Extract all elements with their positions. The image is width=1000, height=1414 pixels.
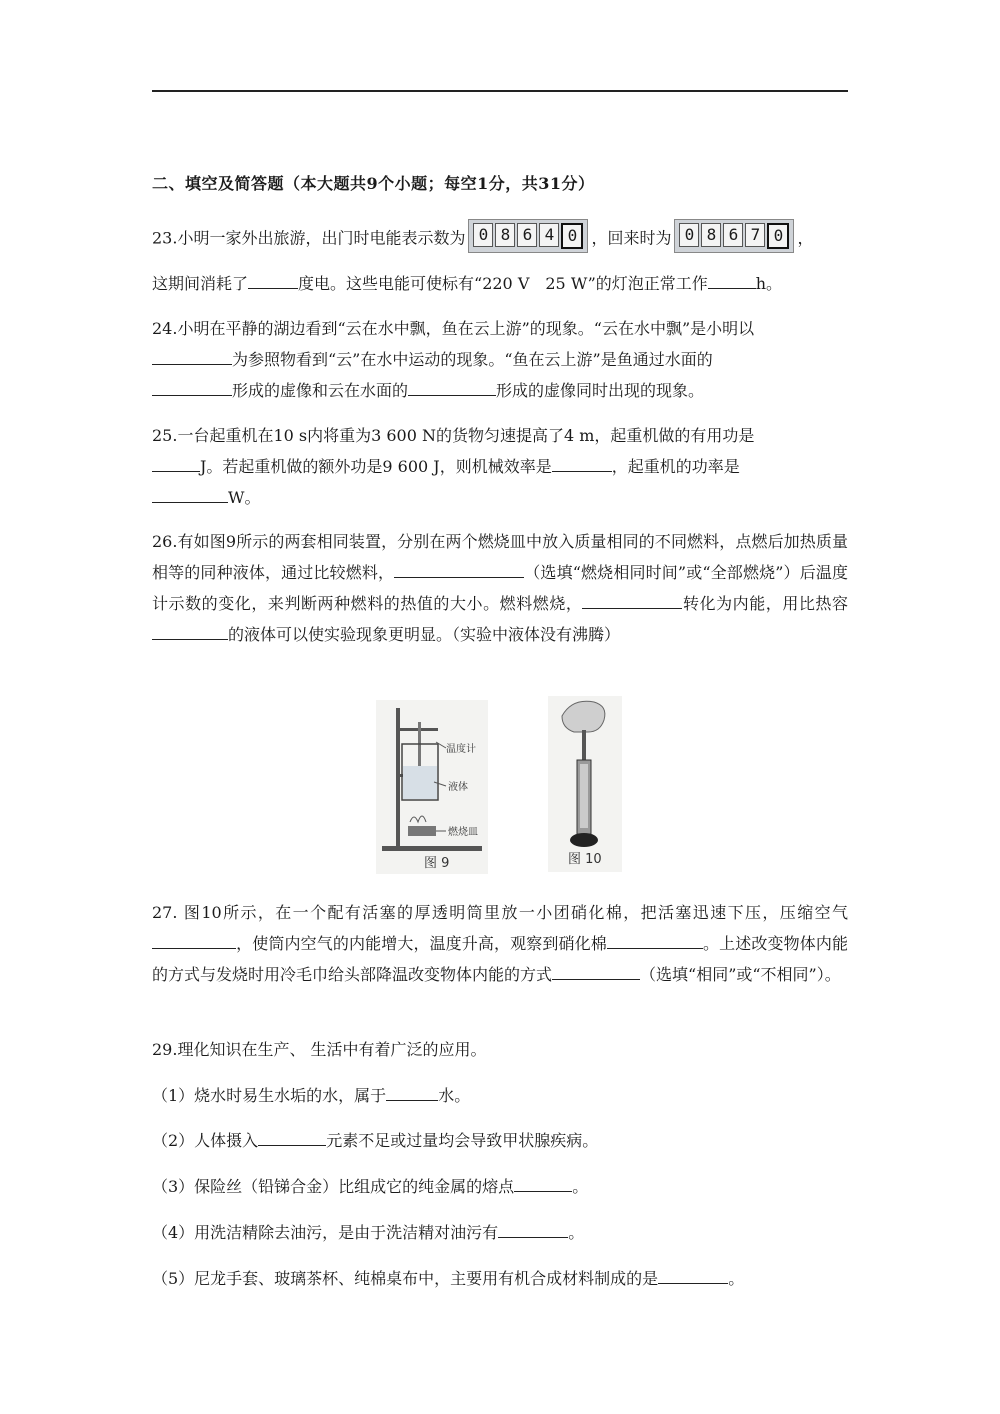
meter-end-digit: 0 [767,223,789,249]
meter-start-digit: 4 [539,223,559,247]
meter-end-digit: 6 [723,223,743,247]
answer-blank[interactable] [152,930,236,949]
answer-blank[interactable] [514,1173,572,1192]
q29-item2-a: （2）人体摄入 [152,1131,259,1150]
q27-text-b: ，使筒内空气的内能增大，温度升高，观察到硝化棉 [236,934,607,953]
answer-blank[interactable] [152,621,228,640]
answer-blank[interactable] [582,590,682,609]
q29-item1-a: （1）烧水时易生水垢的水，属于 [152,1086,387,1105]
q25-text-b: J。若起重机做的额外功是9 600 J，则机械效率是 [200,457,552,476]
question-25 [152,420,848,513]
q23-text-e: 度电。这些电能可使标有“220 V 25 W”的灯泡正常工作 [298,274,708,293]
question-29-item-1 [152,1080,848,1111]
q24-text-c: 形成的虚像和云在水面的 [232,381,409,400]
q29-item3-a: （3）保险丝（铅锑合金）比组成它的纯金属的熔点 [152,1177,515,1196]
answer-blank[interactable] [258,1127,326,1146]
question-29-item-4 [152,1217,848,1248]
question-26 [152,526,848,650]
meter-end-digit: 0 [679,223,699,247]
meter-start-digit: 8 [495,223,515,247]
answer-blank[interactable] [607,930,703,949]
q29-item3-b: 。 [572,1177,589,1196]
question-29-intro: 29.理化知识在生产、 生活中有着广泛的应用。 [152,1040,487,1059]
q29-item5-b: 。 [728,1269,745,1288]
meter-end-reading [674,219,794,253]
meter-start-digit: 6 [517,223,537,247]
q29-item1-b: 水。 [438,1086,471,1105]
q29-item4-a: （4）用洗洁精除去油污，是由于洗洁精对油污有 [152,1223,499,1242]
question-29-item-3 [152,1171,848,1202]
answer-blank[interactable] [658,1265,728,1284]
q24-text-b: 为参照物看到“云”在水中运动的现象。“鱼在云上游”是鱼通过水面的 [232,350,713,369]
q26-text-d: 的液体可以使实验现象更明显。（实验中液体没有沸腾） [228,625,621,644]
q24-text-d: 形成的虚像同时出现的现象。 [496,381,705,400]
header-rule [152,90,848,92]
q25-text-d: W。 [228,488,261,507]
question-29-item-2 [152,1125,848,1156]
question-23 [152,222,848,256]
q27-text-c: 。上述改变物体内能的方式与发烧时用冷毛巾给头部降温改变物体内能的方式 [152,934,848,984]
question-27 [152,897,848,990]
answer-blank[interactable] [552,453,612,472]
q29-item5-a: （5）尼龙手套、玻璃茶杯、纯棉桌布中，主要用有机合成材料制成的是 [152,1269,659,1288]
answer-blank[interactable] [552,961,640,980]
section-title: 二、填空及简答题（本大题共9个小题；每空1分，共31分） [152,174,595,193]
answer-blank[interactable] [498,1219,568,1238]
q26-text-a: 26.有如图9所示的两套相同装置，分别在两个燃烧皿中放入质量相同的不同燃料，点燃后加热质量相等的同种液体，通过比较燃料， [152,532,848,582]
answer-blank[interactable] [394,559,524,578]
figure-10-piston-drawing [548,696,622,872]
q24-text-a: 24.小明在平静的湖边看到“云在水中飘，鱼在云上游”的现象。“云在水中飘”是小明以 [152,319,755,338]
q27-text-a: 27. 图10所示，在一个配有活塞的厚透明筒里放一小团硝化棉，把活塞迅速下压，压缩空气 [152,903,848,922]
liquid-label: 液体 [448,782,468,793]
figure-9-caption: 图 9 [424,856,450,871]
answer-blank[interactable] [248,270,298,289]
q29-item2-b: 元素不足或过量均会导致甲状腺疾病。 [326,1131,599,1150]
q26-text-b: （选填“燃烧相同时间”或“全部燃烧”）后温度计示数的变化，来判断两种燃料的热值的大小。燃料燃烧， [152,563,848,613]
meter-start-reading [468,219,588,253]
figure-9-apparatus-drawing [376,700,488,874]
q23-text-a: 23.小明一家外出旅游，出门时电能表示数为 [152,228,466,248]
figure-10-caption: 图 10 [568,852,602,867]
answer-blank[interactable] [152,453,200,472]
figure-10 [548,696,622,872]
meter-start-digit: 0 [473,223,493,247]
answer-blank[interactable] [386,1082,438,1101]
figure-9 [376,700,488,874]
q23-text-f: h。 [755,274,783,293]
q25-text-a: 25.一台起重机在10 s内将重为3 600 N的货物匀速提高了4 m，起重机做的有用功是 [152,426,755,445]
answer-blank[interactable] [408,377,496,396]
question-23-line2 [152,268,848,299]
answer-blank[interactable] [152,377,232,396]
q23-text-b: ，回来时为 [591,228,672,248]
q27-text-d: （选填“相同”或“不相同”）。 [640,965,841,984]
q29-item4-b: 。 [568,1223,585,1242]
meter-start-digit: 0 [561,223,583,249]
meter-end-digit: 7 [745,223,765,247]
question-24 [152,313,848,406]
thermometer-label: 温度计 [446,744,476,755]
meter-end-digit: 8 [701,223,721,247]
dish-label: 燃烧皿 [448,827,478,838]
answer-blank[interactable] [152,346,232,365]
answer-blank[interactable] [152,484,228,503]
q25-text-c: ，起重机的功率是 [611,457,740,476]
question-29-item-5 [152,1263,848,1294]
answer-blank[interactable] [708,270,756,289]
q23-text-c: ， [797,228,814,248]
q23-text-d: 这期间消耗了 [152,274,249,293]
q26-text-c: 转化为内能，用比热容 [682,594,848,613]
